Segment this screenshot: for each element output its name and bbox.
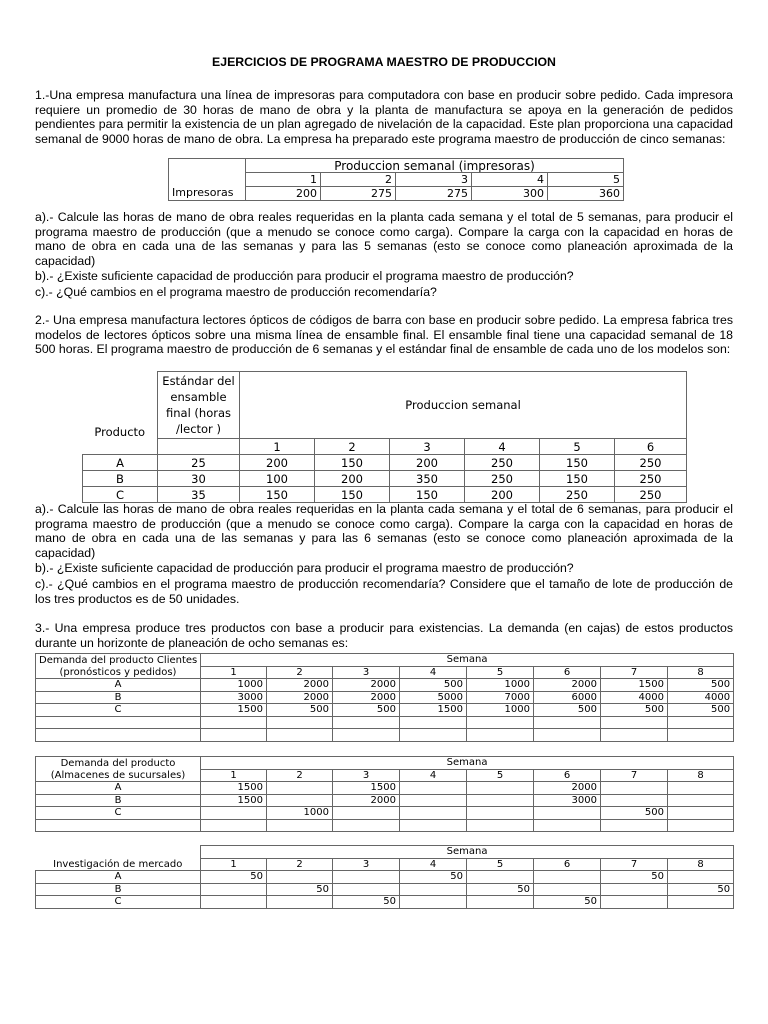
ex2-week-header: Produccion semanal <box>240 372 687 439</box>
ex2-week: 4 <box>465 439 540 455</box>
ex1-week: 1 <box>246 173 321 187</box>
ex3-week-label: Semana <box>201 846 734 859</box>
ex1-table-corner <box>169 159 246 173</box>
ex2-question-c: c).- ¿Qué cambios en el programa maestro de producción recomendaría? Considere que el tamaño de lote de producción de los tres productos es de 50 unidades. <box>35 577 733 606</box>
table-row: B 3000 2000 2000 5000 7000 6000 4000 4000 <box>36 691 734 704</box>
ex2-week: 6 <box>615 439 687 455</box>
table-row: C 1500 500 500 1500 1000 500 500 500 <box>36 704 734 717</box>
ex1-table <box>168 158 624 201</box>
ex2-week: 1 <box>240 439 315 455</box>
table-row: A 1500 1500 2000 <box>36 782 734 795</box>
ex2-question-a: a).- Calcule las horas de mano de obra reales requeridas en la planta cada semana y el total de 6 semanas, para producir el programa maestro de producción (que a menudo se conoce como carga). Compare la carga con la capacidad en horas de mano de obra en cada una de las semanas y para las 6 semanas (esto se conoce como planeación aproximada de la capacidad) <box>35 502 733 560</box>
table-row: B 50 50 50 <box>36 883 734 896</box>
ex2-week: 3 <box>390 439 465 455</box>
ex3-week-label: Semana <box>201 654 734 667</box>
table-row: A 25 200 150 200 250 150 250 <box>83 455 687 471</box>
ex3-table-branches: Demanda del producto Semana (Almacenes de sucursales) 1 2 3 4 5 6 7 8 A 1500 1500 2000 B 1500 2000 3000 C 1000 500 <box>35 756 734 832</box>
page-title: EJERCICIOS DE PROGRAMA MAESTRO DE PRODUCCION <box>212 55 556 69</box>
table-row: C 1000 500 <box>36 807 734 820</box>
ex2-table <box>82 371 687 503</box>
ex3-table1-label: Demanda del producto Clientes <box>36 654 201 667</box>
ex2-product-header: Producto <box>94 424 146 439</box>
ex1-week: 5 <box>548 173 624 187</box>
ex1-value: 275 <box>321 187 396 201</box>
table-row: A 50 50 50 <box>36 871 734 884</box>
ex2-std-header: Estándar del ensamble final (horas /lector ) <box>158 372 240 439</box>
ex3-table-market: Semana Investigación de mercado 1 2 3 4 5 6 7 8 A 50 50 50 B 50 50 50 C 50 50 <box>35 845 734 909</box>
ex2-intro: 2.- Una empresa manufactura lectores ópticos de códigos de barra con base en producir sobre pedido. La empresa fabrica tres modelos de lectores ópticos sobre una misma línea de ensamble final. El ensamble final tiene una capacidad semanal de 18 500 horas. El programa maestro de producción de 6 semanas y el estándar final de ensamble de cada uno de los modelos son: <box>35 313 733 357</box>
ex3-intro: 3.- Una empresa produce tres productos con base a producir para existencias. La demanda (en cajas) de estos productos durante un horizonte de planeación de ocho semanas es: <box>35 621 733 650</box>
ex1-question-b: b).- ¿Existe suficiente capacidad de producción para producir el programa maestro de producción? <box>35 269 574 283</box>
ex1-table-header: Produccion semanal (impresoras) <box>246 159 624 173</box>
ex1-week: 4 <box>472 173 548 187</box>
ex2-week: 2 <box>315 439 390 455</box>
ex3-week-label: Semana <box>201 757 734 770</box>
ex2-question-b: b).- ¿Existe suficiente capacidad de producción para producir el programa maestro de producción? <box>35 561 574 575</box>
table-row: C 35 150 150 150 200 250 250 <box>83 487 687 503</box>
ex1-value: 360 <box>548 187 624 201</box>
ex3-table3-label: Investigación de mercado <box>36 858 201 871</box>
ex1-question-a: a).- Calcule las horas de mano de obra reales requeridas en la planta cada semana y el total de 5 semanas, para producir el programa maestro de producción (que a menudo se conoce como carga). Compare la carga con la capacidad en horas de mano de obra en cada una de las semanas y para las 5 semanas (esto se conoce como planeación aproximada de la capacidad) <box>35 210 733 268</box>
ex1-value: 300 <box>472 187 548 201</box>
ex3-table2-sublabel: (Almacenes de sucursales) <box>36 769 201 782</box>
table-row: B 1500 2000 3000 <box>36 794 734 807</box>
ex1-question-c: c).- ¿Qué cambios en el programa maestro de producción recomendaría? <box>35 285 437 299</box>
ex1-value: 200 <box>246 187 321 201</box>
table-row: A 1000 2000 2000 500 1000 2000 1500 500 <box>36 679 734 692</box>
table-row: C 50 50 <box>36 896 734 909</box>
ex3-table1-sublabel: (pronósticos y pedidos) <box>36 666 201 679</box>
ex1-value: 275 <box>396 187 472 201</box>
ex1-row-label: Impresoras <box>169 187 246 201</box>
ex2-week: 5 <box>540 439 615 455</box>
ex3-table-clients: Demanda del producto Clientes Semana (pronósticos y pedidos) 1 2 3 4 5 6 7 8 A 1000 2000 2000 500 1000 2000 1500 500 B 3000 2000 2000 5000 7000 6000 4000 4000 C 1500 500 500 1500 1000 500 500 500 <box>35 653 734 742</box>
ex3-table2-label: Demanda del producto <box>36 757 201 770</box>
table-row: B 30 100 200 350 250 150 250 <box>83 471 687 487</box>
ex1-week: 3 <box>396 173 472 187</box>
ex1-week: 2 <box>321 173 396 187</box>
ex1-intro: 1.-Una empresa manufactura una línea de impresoras para computadora con base en producir sobre pedido. Cada impresora requiere un promedio de 30 horas de mano de obra y la planta de manufactura se apoya en la generación de pedidos pendientes para permitir la existencia de un plan agregado de nivelación de la capacidad. Este plan proporciona una capacidad semanal de 9000 horas de mano de obra. La empresa ha preparado este programa maestro de producción de cinco semanas: <box>35 88 733 146</box>
